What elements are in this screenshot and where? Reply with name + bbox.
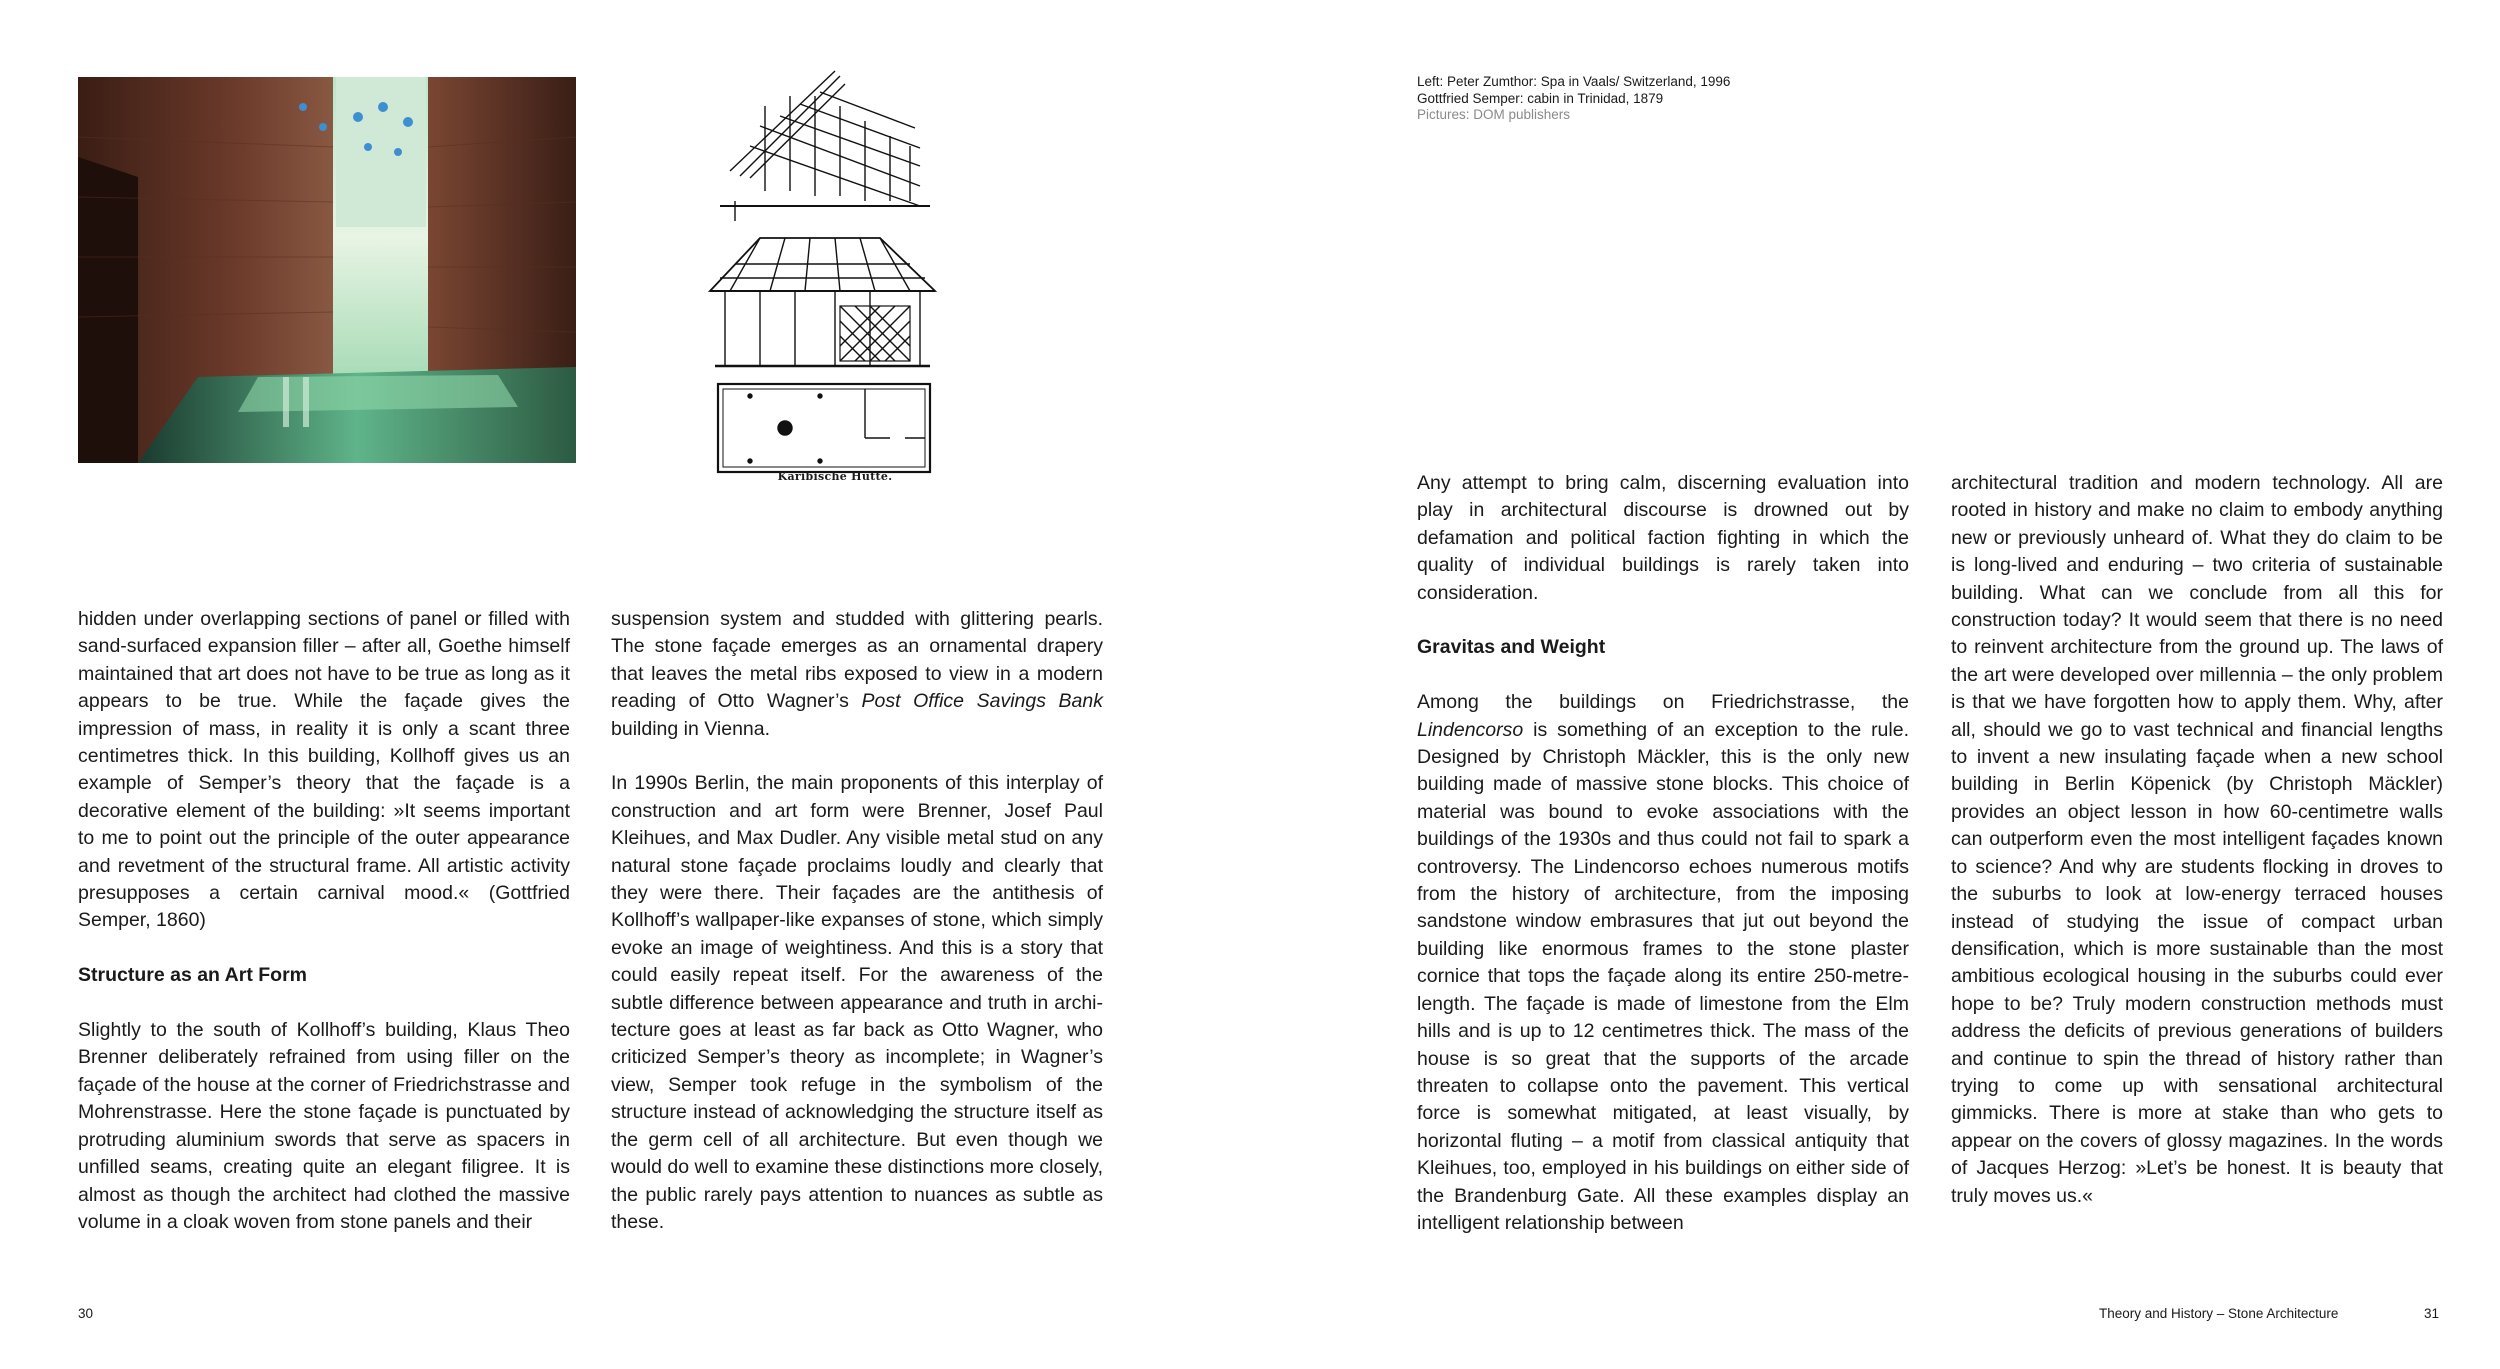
paragraph: Among the buildings on Friedrichstrasse, the Lindencorso is something of an exception to the rule. Designed by Christoph Mäckler, this is the only new building made of massive stone blocks. This choice of material was bound to evoke associations with the buildings of the 1930s and thus could not fail to spark a controversy. The Lindencorso echoes numerous motifs from the history of architecture, from the imposing sandstone window embrasures that jut out beyond the building like enormous frames to the stone plaster cornice that tops the façade along its entire 250-metre-length. The façade is made of limestone from the Elm hills and is up to 12 centimetres thick. The mass of the house is so great that the supports of the arcade threaten to collapse onto the pavement. This vertical force is somewhat mitigated, at least visually, by horizontal fluting – a motif from classical antiquity that Kleihues, too, employed in his buildings on either side of the Brandenburg Gate. All these examples display an intelligent relationship between xyxy=(1417,691,1909,1234)
page-number-left: 30 xyxy=(78,1306,94,1321)
caption-line-2: Gottfried Semper: cabin in Trinidad, 1879 xyxy=(1417,90,1664,106)
paragraph: hidden under overlapping sections of panel or filled with sand-surfaced expansion filler – after all, Goethe himself maintained that art does not have to be true as long as it appears to be true. While the façade gives the impression of mass, in reality it is only a scant three centimetres thick. In this building, Kollhoff gives us an example of Semper’s theory that the façade is a decorative element of the building: »It seems important to me to point out the principle of the outer appearance and revetment of the structural frame. All artistic activity presupposes a certain carnival mood.« (Gottfried Semper, 1860) xyxy=(78,608,570,932)
spa-photo-image xyxy=(78,77,576,463)
hut-drawing-image xyxy=(690,66,960,486)
text-column-3 xyxy=(1417,470,1909,1237)
text-column-4 xyxy=(1951,470,2443,1210)
hut-elevation xyxy=(710,238,935,366)
building-name: Lindencorso xyxy=(1417,718,1524,741)
paragraph: Any attempt to bring calm, discerning evaluation into play in architectural discourse is drowned out by defamation and political faction fighting in which the quality of individual buildings is rarely taken into consideration. xyxy=(1417,472,1909,604)
text-column-1 xyxy=(78,606,570,1236)
caption-credit: Pictures: DOM publishers xyxy=(1417,107,1571,122)
hut-drawing xyxy=(690,66,960,486)
caption-line-1: Left: Peter Zumthor: Spa in Vaals/ Switzerland, 1996 xyxy=(1417,74,1731,89)
paragraph: architectural tradition and modern technology. All are rooted in history and make no claim to embody anything new or previously unheard of. What they do claim to be is long-lived and enduring – two criteria of sustainable building. What can we conclude from all this for construction today? It would seem that there is no need to reinvent architecture from the ground up. The laws of the art were developed over millennia – the only problem is that we have forgotten how to apply them. Why, after all, should we go to vast technical and financial lengths to invent a new insulating façade when a new school building in Berlin Köpenick (by Christoph Mäckler) provides an object lesson in how 60-centimetre walls can outperform even the most intelligent façades known to science? And why are students flocking in droves to the suburbs to look at low-energy terraced houses instead of studying the issue of compact urban densification, which is more sustainable than the most ambitious ecological housing in the suburbs could ever hope to be? Truly modern construction methods must address the deficits of previous generations of builders and continue to spin the thread of history rather than trying to come up with sensational architectural gimmicks. There is more at stake than who gets to appear on the covers of glossy magazines. In the words of Jacques Herzog: »Let’s be honest. It is beauty that truly moves us.« xyxy=(1951,472,2443,1207)
roof-framing-detail xyxy=(720,71,930,221)
section-heading: Structure as an Art Form xyxy=(78,964,307,987)
hut-plan xyxy=(718,384,930,472)
spa-photo xyxy=(78,77,576,463)
section-heading: Gravitas and Weight xyxy=(1417,636,1606,659)
building-name: Post Office Savings Bank xyxy=(861,690,1103,713)
paragraph: suspension system and studded with glittering pearls. The stone façade emerges as an ornamental drapery that leaves the metal ribs exposed to view in a modern reading of Otto Wagner’s Post Office Savings Bank building in Vienna. xyxy=(611,608,1103,740)
page-number-right: 31 xyxy=(2424,1306,2440,1321)
paragraph: Slightly to the south of Kollhoff’s building, Klaus Theo Brenner deliberately refrained from using filler on the façade of the house at the corner of Friedrichstrasse and Mohrenstrasse. Here the stone façade is punctuated by protruding aluminium swords that serve as spacers in unfilled seams, creating quite an elegant filigree. It is almost as though the architect had clothed the massive volume in a cloak woven from stone panels and their xyxy=(78,1019,570,1233)
paragraph: In 1990s Berlin, the main proponents of this interplay of construction and art form were Brenner, Josef Paul Kleihues, and Max Dudler. Any visible metal stud on any natural stone façade proclaims loudly and clearly that they were there. Their façades are the antithesis of Kollhoff’s wallpaper-like expanses of stone, which simply evoke an image of weightiness. And this is a story that could easily repeat itself. For the awareness of the subtle difference between appearance and truth in architecture goes at least as far back as Otto Wagner, who criticized Semper’s theory as incomplete; in Wagner’s view, Semper took refuge in the symbolism of the structure instead of acknowledging the structure itself as the germ cell of all architecture. But even though we would do well to examine these distinctions more closely, the public rarely pays attention to nuances as subtle as these. xyxy=(611,772,1103,1233)
running-head: Theory and History – Stone Architecture xyxy=(2099,1306,2339,1321)
drawing-caption: Karibische Hütte. xyxy=(777,470,893,483)
figure-caption xyxy=(1417,74,2017,124)
text-column-2 xyxy=(611,606,1103,1236)
